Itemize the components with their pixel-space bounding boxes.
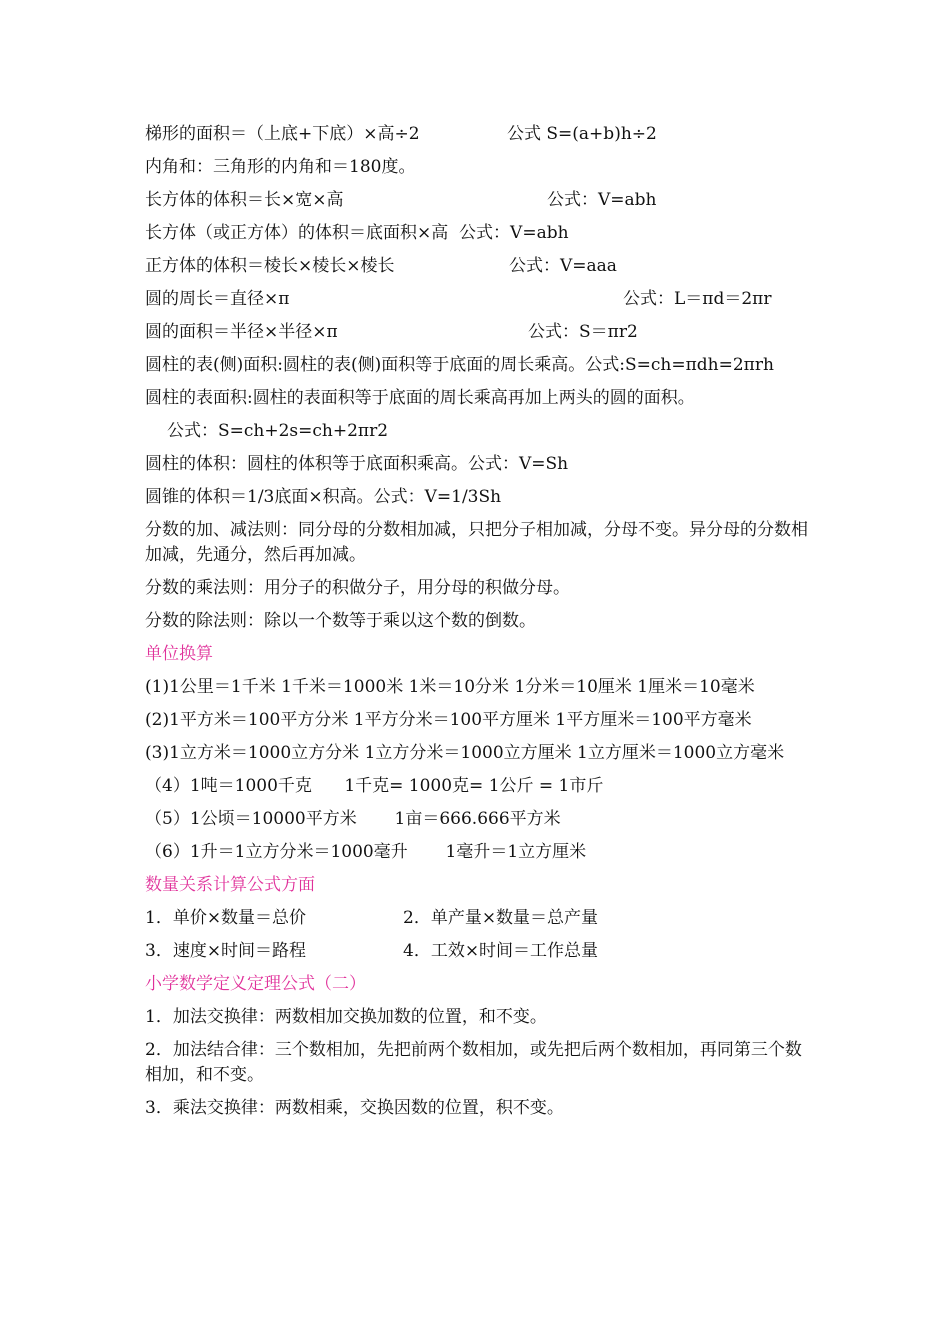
circle-circumference-formula: 公式：L＝πd＝2πr — [623, 289, 772, 309]
quantity-item-4: 4．工效×时间＝工作总量 — [403, 941, 599, 961]
cube-volume-formula: 公式：V=aaa — [509, 256, 617, 276]
unit-capacity-line: （6）1升＝1立方分米＝1000毫升 1毫升＝1立方厘米 — [145, 842, 587, 862]
cuboid-volume-text: 长方体的体积＝长×宽×高 — [145, 190, 344, 210]
definition-3: 3．乘法交换律：两数相乘，交换因数的位置，积不变。 — [145, 1098, 564, 1118]
definitions-heading: 小学数学定义定理公式（二） — [145, 974, 366, 994]
trapezoid-area-line — [145, 122, 810, 147]
circle-circumference-line — [145, 287, 810, 312]
cylinder-volume-line: 圆柱的体积：圆柱的体积等于底面积乘高。公式：V=Sh — [145, 454, 569, 474]
unit-area-line: (2)1平方米＝100平方分米 1平方分米＝100平方厘米 1平方厘米＝100平方毫米 — [145, 710, 752, 730]
cube-volume-line — [145, 254, 810, 279]
circle-circumference-text: 圆的周长＝直径×π — [145, 289, 290, 309]
cone-volume-line: 圆锥的体积＝1/3底面×积高。公式：V=1/3Sh — [145, 487, 502, 507]
quantity-item-1: 1．单价×数量＝总价 — [145, 908, 307, 928]
definition-2: 2．加法结合律：三个数相加，先把前两个数相加，或先把后两个数相加，再同第三个数相加，和不变。 — [145, 1040, 802, 1085]
circle-area-line — [145, 320, 810, 345]
fraction-divide-line: 分数的除法则：除以一个数等于乘以这个数的倒数。 — [145, 611, 536, 631]
cylinder-surface-area-formula: 公式：S=ch+2s=ch+2πr2 — [167, 421, 389, 441]
unit-volume-line: (3)1立方米＝1000立方分米 1立方分米＝1000立方厘米 1立方厘米＝1000立方毫米 — [145, 743, 785, 763]
unit-mass-line: （4）1吨＝1000千克 1千克= 1000克= 1公斤 = 1市斤 — [145, 776, 604, 796]
circle-area-text: 圆的面积＝半径×半径×π — [145, 322, 338, 342]
quantity-item-2: 2．单产量×数量＝总产量 — [403, 908, 599, 928]
unit-length-line: (1)1公里＝1千米 1千米＝1000米 1米＝10分米 1分米＝10厘米 1厘米＝10毫米 — [145, 677, 755, 697]
cylinder-surface-area-line: 圆柱的表面积:圆柱的表面积等于底面的周长乘高再加上两头的圆的面积。 — [145, 388, 695, 408]
quantity-relation-heading: 数量关系计算公式方面 — [145, 875, 315, 895]
fraction-add-subtract-line: 分数的加、减法则：同分母的分数相加减，只把分子相加减，分母不变。异分母的分数相加减，先通分，然后再加减。 — [145, 520, 808, 565]
definition-1: 1．加法交换律：两数相加交换加数的位置，和不变。 — [145, 1007, 547, 1027]
cuboid-volume-formula: 公式：V=abh — [547, 190, 657, 210]
cube-volume-text: 正方体的体积＝棱长×棱长×棱长 — [145, 256, 395, 276]
document-page — [145, 122, 810, 1129]
unit-land-line: （5）1公顷＝10000平方米 1亩＝666.666平方米 — [145, 809, 561, 829]
trapezoid-area-formula: 公式 S=(a+b)h÷2 — [507, 124, 657, 144]
quantity-line-1 — [145, 906, 810, 931]
cylinder-lateral-area-line: 圆柱的表(侧)面积:圆柱的表(侧)面积等于底面的周长乘高。公式:S=ch=πdh=2πrh — [145, 355, 774, 375]
cuboid-volume-line — [145, 188, 810, 213]
quantity-item-3: 3．速度×时间＝路程 — [145, 941, 307, 961]
interior-angle-line: 内角和：三角形的内角和＝180度。 — [145, 157, 416, 177]
circle-area-formula: 公式：S＝πr2 — [528, 322, 638, 342]
cuboid-base-volume-line: 长方体（或正方体）的体积＝底面积×高 公式：V=abh — [145, 223, 569, 243]
fraction-multiply-line: 分数的乘法则：用分子的积做分子，用分母的积做分母。 — [145, 578, 570, 598]
unit-conversion-heading: 单位换算 — [145, 644, 213, 664]
quantity-line-2 — [145, 939, 810, 964]
trapezoid-area-text: 梯形的面积＝（上底+下底）×高÷2 — [145, 124, 420, 144]
